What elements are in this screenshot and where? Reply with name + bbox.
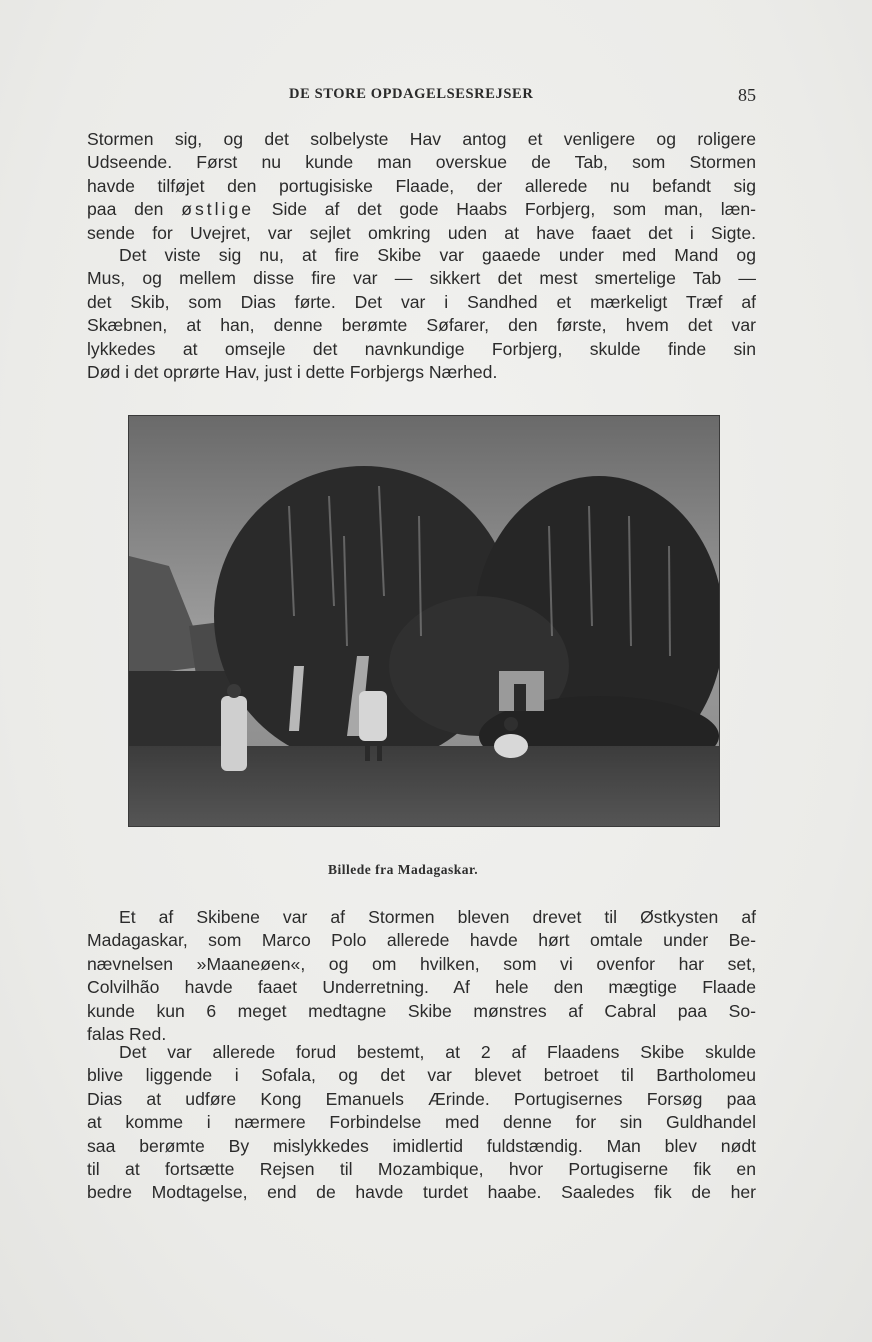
text-line: Det var allerede forud bestemt, at 2 af Flaadens Skibe skulde [119, 1042, 756, 1062]
text-line: kunde kun 6 meget medtagne Skibe mønstres af Cabral paa So- [87, 1000, 756, 1021]
emphasized-word: østlige [181, 199, 255, 220]
text-line [87, 198, 756, 221]
paragraph-4 [87, 1041, 756, 1205]
text-line: Stormen sig, og det solbelyste Hav antog et venligere og roligere [87, 129, 756, 149]
figure-caption: Billede fra Madagaskar. [328, 862, 479, 877]
photo-illustration [129, 416, 719, 826]
text-line: saa berømte By mislykkedes imidlertid fuldstændig. Man blev nødt [87, 1135, 756, 1156]
paragraph-1 [87, 128, 756, 245]
text-line: det Skib, som Dias førte. Det var i Sandhed et mærkeligt Træf af [87, 291, 756, 312]
text-line: blive liggende i Sofala, og det var blevet betroet til Bartholomeu [87, 1065, 756, 1086]
text-line: havde tilføjet den portugisiske Flaade, der allerede nu befandt sig [87, 175, 756, 196]
text-line: Udseende. Først nu kunde man overskue de Tab, som Stormen [87, 152, 756, 173]
page-number: 85 [738, 85, 756, 105]
text-line: Død i det oprørte Hav, just i dette Forbjergs Nærhed. [87, 362, 498, 383]
text-line: bedre Modtagelse, end de havde turdet haabe. Saaledes fik de her [87, 1182, 756, 1203]
text-fragment: Side af det gode Haabs Forbjerg, som man, læn- [254, 199, 756, 220]
text-line: Et af Skibene var af Stormen bleven drevet til Østkysten af [119, 907, 756, 927]
text-line: lykkedes at omsejle det navnkundige Forbjerg, skulde finde sin [87, 338, 756, 359]
paragraph-3 [87, 906, 756, 1046]
text-line: Skæbnen, at han, denne berømte Søfarer, den første, hvem det var [87, 315, 756, 336]
text-line: nævnelsen »Maaneøen«, og om hvilken, som vi ovenfor har set, [87, 953, 756, 974]
running-head-title: DE STORE OPDAGELSESREJSER [289, 86, 534, 102]
text-line: Dias at udføre Kong Emanuels Ærinde. Portugisernes Forsøg paa [87, 1088, 756, 1109]
paragraph-2 [87, 244, 756, 384]
text-line: at komme i nærmere Forbindelse med denne for sin Guldhandel [87, 1112, 756, 1133]
text-line: til at fortsætte Rejsen til Mozambique, hvor Portugiserne fik en [87, 1159, 756, 1180]
text-line: Det viste sig nu, at fire Skibe var gaaede under med Mand og [119, 245, 756, 265]
photograph-madagascar [128, 415, 720, 827]
text-fragment: paa den [87, 199, 182, 220]
text-line: falas Red. [87, 1024, 167, 1045]
text-line: Colvilhão havde faaet Underretning. Af hele den mægtige Flaade [87, 977, 756, 998]
text-line: Mus, og mellem disse fire var — sikkert det mest smertelige Tab — [87, 268, 756, 289]
text-line: sende for Uvejret, var sejlet omkring uden at have faaet det i Sigte. [87, 222, 756, 243]
text-line: Madagaskar, som Marco Polo allerede havde hørt omtale under Be- [87, 930, 756, 951]
